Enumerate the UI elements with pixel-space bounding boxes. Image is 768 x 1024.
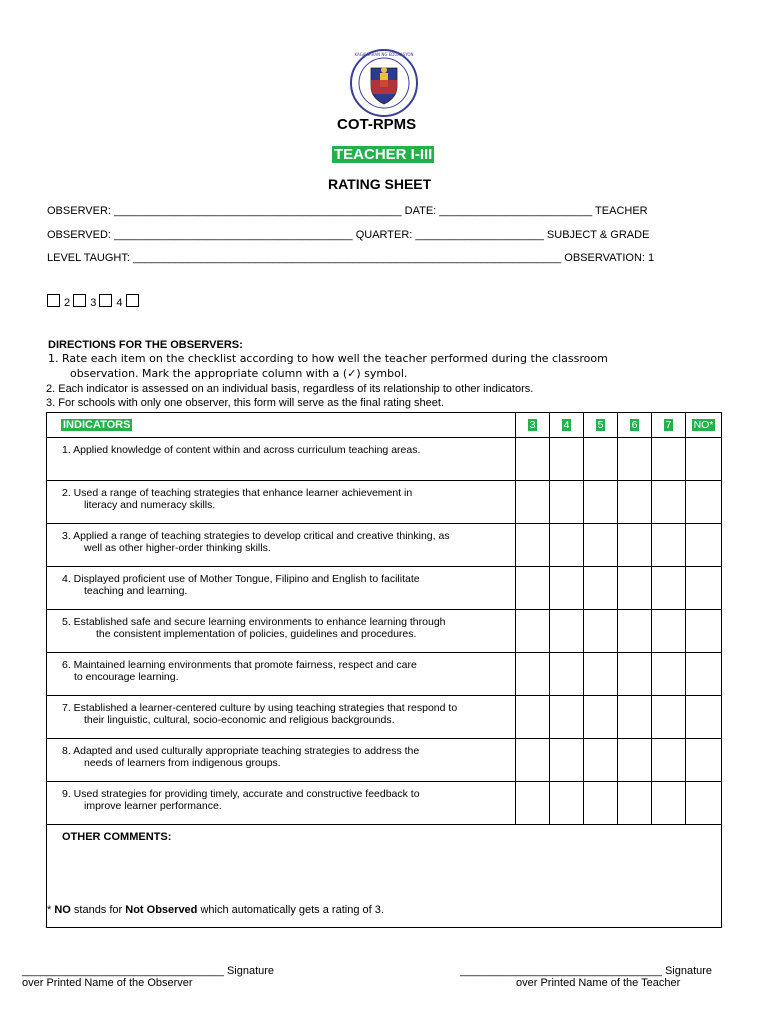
observer-date-line: OBSERVER: _______________________________________________ DATE: _________________________ TEACHER xyxy=(47,205,648,217)
observation-checkbox-2[interactable] xyxy=(73,294,86,307)
direction-1-line-2: observation. Mark the appropriate column with a (✓) symbol. xyxy=(70,367,408,380)
rating-cell[interactable] xyxy=(618,610,652,653)
rating-cell[interactable] xyxy=(652,653,686,696)
indicator-5 xyxy=(47,610,516,653)
observation-checkbox-4[interactable] xyxy=(126,294,139,307)
scale-header-4 xyxy=(550,413,584,438)
subtitle-highlight: TEACHER I-III xyxy=(334,146,433,163)
other-comments-label: OTHER COMMENTS: xyxy=(62,831,172,843)
scale-header-7 xyxy=(652,413,686,438)
scale-label-no: NO* xyxy=(693,419,714,431)
scale-header-3 xyxy=(516,413,550,438)
observation-checkbox-1[interactable] xyxy=(47,294,60,307)
indicator-text: 7. Established a learner-centered culture by using teaching strategies that respond to xyxy=(62,702,458,714)
indicator-2 xyxy=(47,481,516,524)
document-subtitle xyxy=(332,146,434,163)
rating-cell[interactable] xyxy=(516,782,550,825)
observation-checkboxes xyxy=(47,294,143,309)
rating-cell[interactable] xyxy=(686,782,722,825)
rating-cell[interactable] xyxy=(652,438,686,481)
rating-cell[interactable] xyxy=(652,739,686,782)
document-title: COT-RPMS xyxy=(337,116,417,133)
indicator-4 xyxy=(47,567,516,610)
scale-header-5 xyxy=(584,413,618,438)
rating-cell[interactable] xyxy=(652,696,686,739)
rating-cell[interactable] xyxy=(618,696,652,739)
rating-cell[interactable] xyxy=(584,696,618,739)
observation-option-3: 3 xyxy=(90,297,97,309)
rating-cell[interactable] xyxy=(516,524,550,567)
rating-cell[interactable] xyxy=(686,524,722,567)
rating-cell[interactable] xyxy=(652,782,686,825)
rating-cell[interactable] xyxy=(652,524,686,567)
footnote-star: * xyxy=(47,904,55,916)
rating-cell[interactable] xyxy=(550,524,584,567)
rating-cell[interactable] xyxy=(686,567,722,610)
table-row xyxy=(47,481,722,524)
rating-cell[interactable] xyxy=(550,782,584,825)
rating-cell[interactable] xyxy=(618,782,652,825)
indicator-3 xyxy=(47,524,516,567)
observer-signature-line: _________________________________ Signature xyxy=(22,965,275,977)
rating-cell[interactable] xyxy=(652,481,686,524)
footnote-mid: stands for xyxy=(70,904,126,916)
observation-checkbox-3[interactable] xyxy=(99,294,112,307)
rating-cell[interactable] xyxy=(516,696,550,739)
rating-cell[interactable] xyxy=(618,481,652,524)
rating-cell[interactable] xyxy=(584,653,618,696)
rating-cell[interactable] xyxy=(550,610,584,653)
indicator-text: 5. Established safe and secure learning environments to enhance learning through xyxy=(62,616,446,628)
table-row xyxy=(47,696,722,739)
rating-cell[interactable] xyxy=(618,524,652,567)
rating-cell[interactable] xyxy=(550,739,584,782)
table-header-row xyxy=(47,413,722,438)
footnote-not-observed: Not Observed xyxy=(125,904,198,916)
rating-cell[interactable] xyxy=(584,739,618,782)
deped-seal-logo xyxy=(347,48,421,118)
indicator-text-cont: the consistent implementation of policies, guidelines and procedures. xyxy=(96,628,417,640)
indicator-8 xyxy=(47,739,516,782)
indicator-text: 1. Applied knowledge of content within and across curriculum teaching areas. xyxy=(62,444,421,456)
indicator-9 xyxy=(47,782,516,825)
rating-cell[interactable] xyxy=(516,481,550,524)
rating-cell[interactable] xyxy=(584,481,618,524)
scale-label-4: 4 xyxy=(563,419,570,431)
indicator-1 xyxy=(47,438,516,481)
directions-heading: DIRECTIONS FOR THE OBSERVERS: xyxy=(48,339,243,351)
footnote xyxy=(47,904,384,916)
indicator-text: 2. Used a range of teaching strategies that enhance learner achievement in xyxy=(62,487,413,499)
observer-signature-caption: over Printed Name of the Observer xyxy=(22,977,193,989)
rating-cell[interactable] xyxy=(618,438,652,481)
rating-cell[interactable] xyxy=(584,610,618,653)
indicator-text: 8. Adapted and used culturally appropriate teaching strategies to address the xyxy=(62,745,420,757)
scale-label-5: 5 xyxy=(597,419,604,431)
indicator-text: 3. Applied a range of teaching strategies to develop critical and creative thinking, as xyxy=(62,530,450,542)
indicator-text-cont: literacy and numeracy skills. xyxy=(84,499,216,511)
scale-header-no xyxy=(686,413,722,438)
indicator-text: 9. Used strategies for providing timely, accurate and constructive feedback to xyxy=(62,788,420,800)
indicator-text-cont: their linguistic, cultural, socio-economic and religious backgrounds. xyxy=(84,714,395,726)
svg-text:KAGAWARAN NG EDUKASYON: KAGAWARAN NG EDUKASYON xyxy=(354,52,414,57)
table-row xyxy=(47,524,722,567)
table-row xyxy=(47,653,722,696)
direction-2: 2. Each indicator is assessed on an individual basis, regardless of its relationship to other indicators. xyxy=(46,383,534,395)
observation-option-2: 2 xyxy=(64,297,71,309)
indicators-header: INDICATORS xyxy=(63,419,131,431)
rating-cell[interactable] xyxy=(550,567,584,610)
level-observation-line: LEVEL TAUGHT: ______________________________________________________________________ OBSERVATION: 1 xyxy=(47,252,655,264)
scale-label-6: 6 xyxy=(631,419,638,431)
rating-cell[interactable] xyxy=(686,653,722,696)
table-row xyxy=(47,438,722,481)
rating-cell[interactable] xyxy=(550,653,584,696)
rating-cell[interactable] xyxy=(516,653,550,696)
rating-cell[interactable] xyxy=(516,567,550,610)
sheet-title: RATING SHEET xyxy=(328,176,432,192)
rating-cell[interactable] xyxy=(584,524,618,567)
indicators-header-cell xyxy=(47,413,516,438)
rating-cell[interactable] xyxy=(516,610,550,653)
rating-table xyxy=(46,412,722,928)
scale-header-6 xyxy=(618,413,652,438)
indicator-text-cont: teaching and learning. xyxy=(84,585,188,597)
observation-option-4: 4 xyxy=(116,297,123,309)
observed-quarter-line: OBSERVED: _______________________________________ QUARTER: _____________________ SUBJECT & GRADE xyxy=(47,229,650,241)
rating-cell[interactable] xyxy=(618,653,652,696)
rating-cell[interactable] xyxy=(516,438,550,481)
indicator-text-cont: well as other higher-order thinking skills. xyxy=(84,542,271,554)
table-row xyxy=(47,610,722,653)
indicator-text-cont: to encourage learning. xyxy=(74,671,179,683)
indicator-text-cont: improve learner performance. xyxy=(84,800,222,812)
rating-cell[interactable] xyxy=(584,438,618,481)
indicator-text-cont: needs of learners from indigenous groups. xyxy=(84,757,281,769)
direction-3: 3. For schools with only one observer, this form will serve as the final rating sheet. xyxy=(46,397,445,409)
table-row xyxy=(47,567,722,610)
teacher-signature-line: _________________________________ Signature xyxy=(460,965,713,977)
rating-cell[interactable] xyxy=(686,438,722,481)
rating-cell[interactable] xyxy=(686,696,722,739)
scale-label-3: 3 xyxy=(529,419,536,431)
rating-cell[interactable] xyxy=(516,739,550,782)
rating-cell[interactable] xyxy=(652,610,686,653)
rating-cell[interactable] xyxy=(550,481,584,524)
rating-cell[interactable] xyxy=(618,739,652,782)
table-row xyxy=(47,782,722,825)
indicator-6 xyxy=(47,653,516,696)
rating-cell[interactable] xyxy=(550,438,584,481)
direction-1-line-1: 1. Rate each item on the checklist according to how well the teacher performed during the classroom xyxy=(48,352,608,365)
indicator-text: 6. Maintained learning environments that promote fairness, respect and care xyxy=(62,659,417,671)
teacher-signature-caption: over Printed Name of the Teacher xyxy=(516,977,681,989)
rating-cell[interactable] xyxy=(686,739,722,782)
indicator-text: 4. Displayed proficient use of Mother Tongue, Filipino and English to facilitate xyxy=(62,573,420,585)
rating-cell[interactable] xyxy=(584,567,618,610)
footnote-no: NO xyxy=(54,904,71,916)
footnote-rest: which automatically gets a rating of 3. xyxy=(197,904,384,916)
rating-cell[interactable] xyxy=(550,696,584,739)
rating-cell[interactable] xyxy=(686,481,722,524)
scale-label-7: 7 xyxy=(665,419,672,431)
rating-cell[interactable] xyxy=(652,567,686,610)
indicator-7 xyxy=(47,696,516,739)
rating-cell[interactable] xyxy=(686,610,722,653)
table-row xyxy=(47,739,722,782)
rating-cell[interactable] xyxy=(618,567,652,610)
rating-cell[interactable] xyxy=(584,782,618,825)
